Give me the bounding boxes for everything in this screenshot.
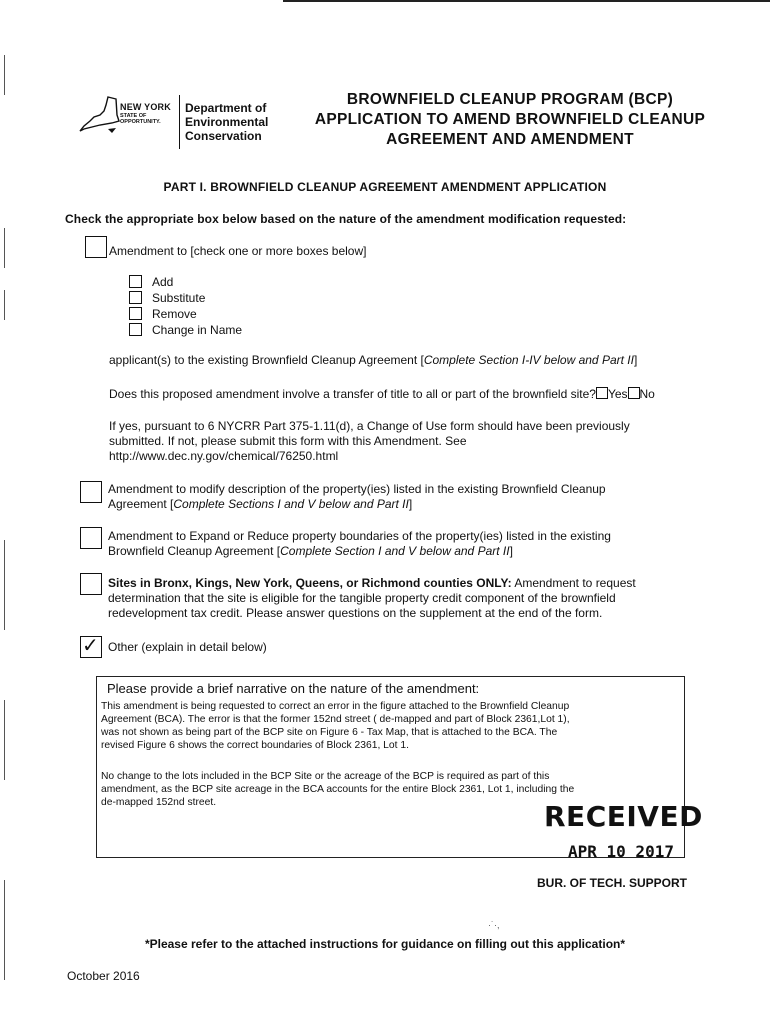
add-label: Add <box>152 275 174 289</box>
checkmark-icon: ✓ <box>82 635 99 657</box>
tangible-property-counties: Sites in Bronx, Kings, New York, Queens, or Richmond counties ONLY: <box>108 576 512 590</box>
narrative-p1-line-1: This amendment is being requested to correct an error in the figure attached to the Brownfield Cleanup <box>101 701 570 712</box>
transfer-no-label: No <box>639 387 655 401</box>
tangible-property-request: Amendment to request <box>511 576 636 590</box>
narrative-heading: Please provide a brief narrative on the nature of the amendment: <box>107 681 480 696</box>
new-york-state-outline-icon <box>78 93 122 143</box>
add-checkbox[interactable] <box>129 275 142 288</box>
modify-description-line-1: Amendment to modify description of the property(ies) listed in the existing Brownfield Cleanup <box>108 482 606 496</box>
transfer-yes-checkbox[interactable] <box>596 387 608 399</box>
change-in-name-label: Change in Name <box>152 323 243 337</box>
modify-description-checkbox[interactable] <box>80 481 102 503</box>
narrative-p1-line-4: revised Figure 6 shows the correct boundaries of Block 2361, Lot 1. <box>101 740 409 751</box>
instruction-text: Check the appropriate box below based on the nature of the amendment modification requested: <box>65 212 627 226</box>
tangible-property-line-1 <box>108 576 636 591</box>
narrative-p2-line-2: amendment, as the BCP site acreage in the BCA accounts for the entire Block 2361, Lot 1, including the <box>101 784 575 795</box>
other-label: Other (explain in detail below) <box>108 640 267 654</box>
form-title-line-3: AGREEMENT AND AMENDMENT <box>386 131 634 148</box>
other-checkbox[interactable] <box>80 636 102 658</box>
form-revision-date: October 2016 <box>67 969 140 983</box>
substitute-label: Substitute <box>152 291 206 305</box>
expand-reduce-text: Brownfield Cleanup Agreement [ <box>108 544 281 558</box>
tangible-property-line-3: redevelopment tax credit. Please answer questions on the supplement at the end of the form. <box>108 606 603 620</box>
logo-department-line-2: Environmental <box>185 115 269 129</box>
if-yes-line-1: If yes, pursuant to 6 NYCRR Part 375-1.11(d), a Change of Use form should have been previously <box>109 419 630 433</box>
expand-reduce-instruction: Complete Section I and V below and Part II <box>280 544 510 558</box>
modify-description-text: Agreement [ <box>108 497 174 511</box>
modify-description-line-2 <box>108 497 412 512</box>
narrative-p1-line-3: was not shown as being part of the BCP site on Figure 6 - Tax Map, that is attached to the BCA. The <box>101 727 558 738</box>
substitute-checkbox[interactable] <box>129 291 142 304</box>
expand-reduce-line-1: Amendment to Expand or Reduce property boundaries of the property(ies) listed in the existing <box>108 529 611 543</box>
tangible-property-line-2: determination that the site is eligible for the tangible property credit component of the brownfield <box>108 591 616 605</box>
scan-artifact: ·˙·, <box>488 920 500 930</box>
transfer-question-text: Does this proposed amendment involve a transfer of title to all or part of the brownfield site? <box>109 387 596 401</box>
expand-reduce-end: ] <box>509 544 513 558</box>
applicant-text-main: applicant(s) to the existing Brownfield Cleanup Agreement [ <box>109 353 424 367</box>
amendment-to-label: Amendment to [check one or more boxes below] <box>109 244 367 258</box>
narrative-paragraph-1 <box>101 700 676 752</box>
applicant-text-end: ] <box>633 353 638 367</box>
logo-department-name <box>185 101 268 143</box>
logo-divider <box>179 95 180 149</box>
top-rule <box>283 0 770 2</box>
remove-label: Remove <box>152 307 197 321</box>
form-title-line-1: BROWNFIELD CLEANUP PROGRAM (BCP) <box>346 91 674 108</box>
logo-state-text: STATE OF OPPORTUNITY. <box>120 113 161 125</box>
received-stamp-bureau: BUR. OF TECH. SUPPORT <box>537 876 688 890</box>
narrative-p1-line-2: Agreement (BCA). The error is that the former 152nd street ( de-mapped and part of Block 2361,Lot 1), <box>101 714 570 725</box>
applicant-text <box>109 353 637 368</box>
tangible-property-checkbox[interactable] <box>80 573 102 595</box>
change-in-name-checkbox[interactable] <box>129 323 142 336</box>
if-yes-line-2: submitted. If not, please submit this form with this Amendment. See <box>109 434 467 448</box>
amendment-to-checkbox[interactable] <box>85 236 107 258</box>
logo-department-line-1: Department of <box>185 101 267 115</box>
modify-description-end: ] <box>408 497 413 511</box>
transfer-no-checkbox[interactable] <box>628 387 640 399</box>
received-stamp-date: APR 10 2017 <box>568 842 674 861</box>
logo-department-line-3: Conservation <box>185 129 262 143</box>
part-title: PART I. BROWNFIELD CLEANUP AGREEMENT AMENDMENT APPLICATION <box>163 180 607 194</box>
form-title <box>280 90 740 150</box>
footer-instructions-note: *Please refer to the attached instructions for guidance on filling out this application* <box>144 937 626 951</box>
expand-reduce-checkbox[interactable] <box>80 527 102 549</box>
transfer-question <box>109 386 655 402</box>
expand-reduce-line-2 <box>108 544 513 559</box>
remove-checkbox[interactable] <box>129 307 142 320</box>
received-stamp: RECEIVED <box>544 800 703 833</box>
transfer-yes-label: Yes <box>607 387 628 401</box>
modify-description-instruction: Complete Sections I and V below and Part II <box>173 497 409 511</box>
narrative-p2-line-1: No change to the lots included in the BCP Site or the acreage of the BCP is required as part of this <box>101 771 550 782</box>
applicant-text-instruction: Complete Section I-IV below and Part II <box>423 353 634 367</box>
form-title-line-2: APPLICATION TO AMEND BROWNFIELD CLEANUP <box>314 111 706 128</box>
nysdec-logo <box>78 93 278 153</box>
narrative-p2-line-3: de-mapped 152nd street. <box>101 797 217 808</box>
change-of-use-link[interactable]: http://www.dec.ny.gov/chemical/76250.html <box>109 449 339 463</box>
logo-new-york-text: NEW YORK <box>120 102 171 112</box>
